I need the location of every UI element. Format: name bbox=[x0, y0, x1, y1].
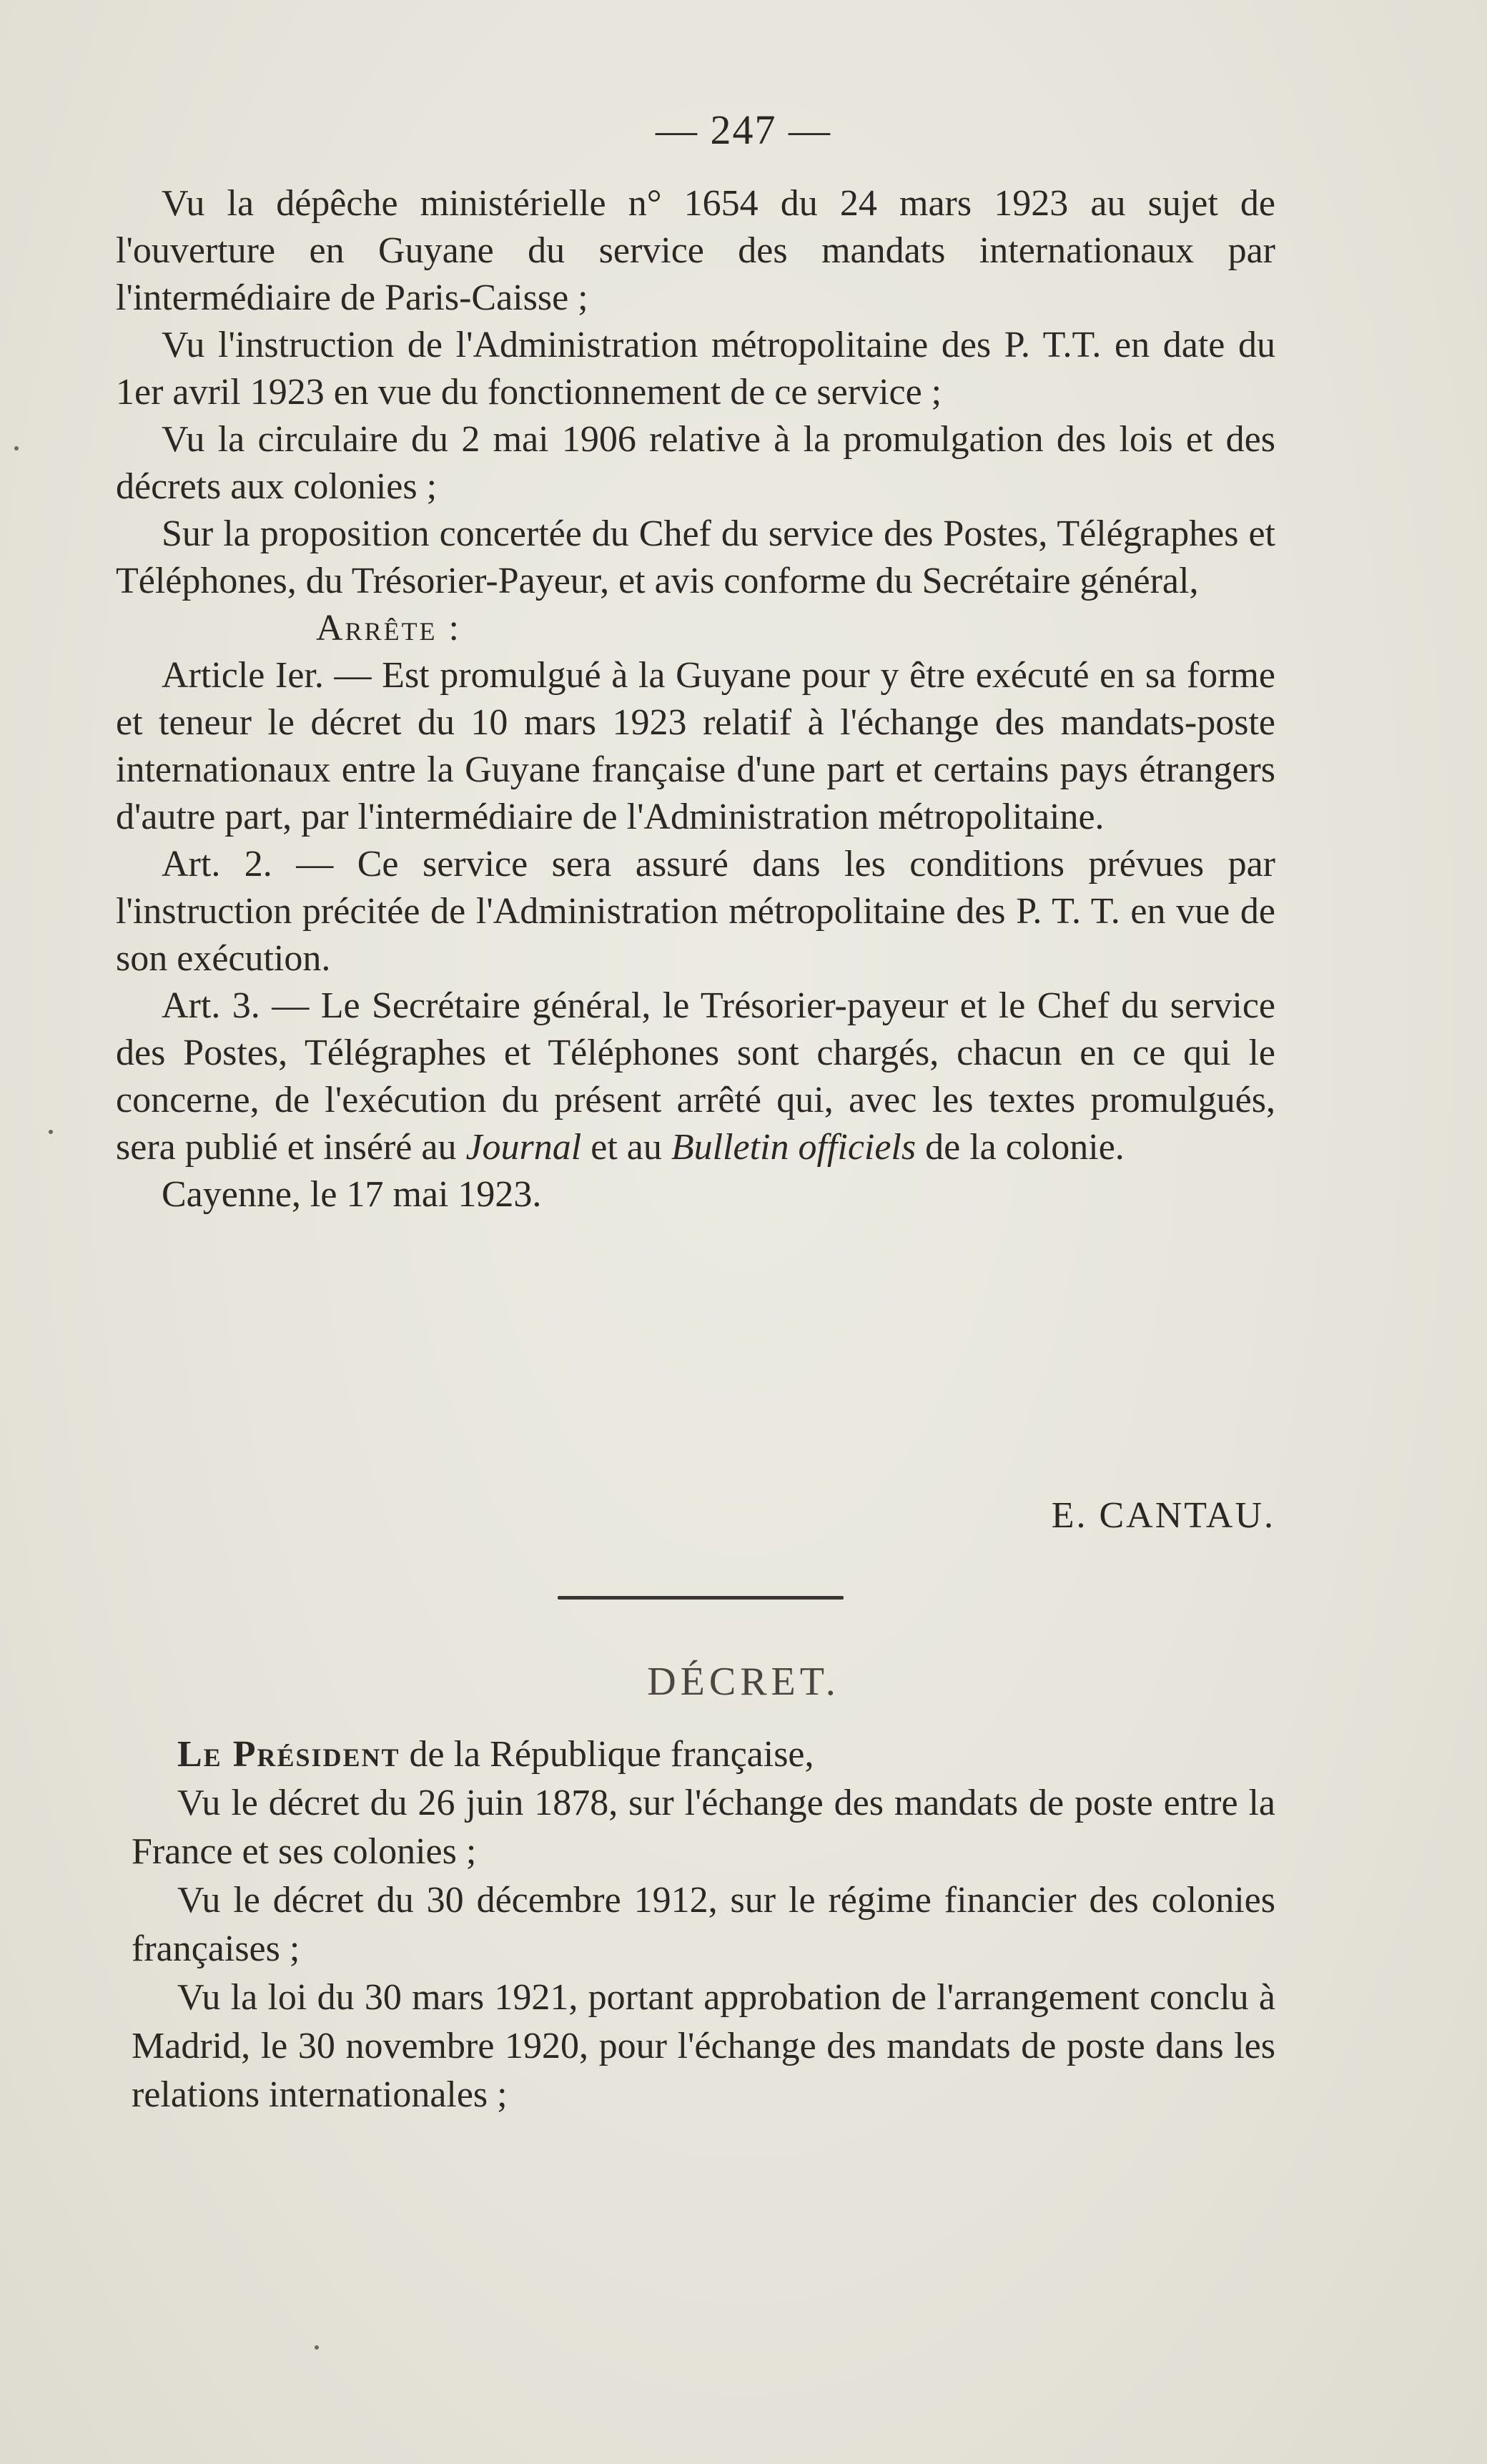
article-1 bbox=[116, 652, 1275, 841]
le-president-small-caps: Le Président bbox=[177, 1734, 400, 1775]
article-2-text: — Ce service sera assuré dans les conditions prévues par l'instruction précitée de l'Administration métropolitaine des P. T. T. en vue de son exécution. bbox=[116, 844, 1275, 979]
paragraph-vu-1912: Vu le décret du 30 décembre 1912, sur le régime financier des colonies françaises ; bbox=[132, 1880, 1275, 1969]
paragraph-sur-proposition: Sur la proposition concertée du Chef du service des Postes, Télégraphes et Téléphones, du Trésorier-Payeur, et avis conforme du Secrétaire général, bbox=[116, 513, 1275, 601]
article-1-text: — Est promulgué à la Guyane pour y être exécuté en sa forme et teneur le décret du 10 mars 1923 relatif à l'échange des mandats-poste internationaux entre la Guyane française d'une part et certains pays étrangers d'autre part, par l'intermédiaire de l'Administration métropolitaine. bbox=[116, 655, 1276, 837]
paragraph-vu-circulaire: Vu la circulaire du 2 mai 1906 relative à la promulgation des lois et des décrets aux colonies ; bbox=[116, 419, 1275, 507]
print-speck bbox=[14, 446, 19, 450]
article-3-text-b: et au bbox=[581, 1127, 671, 1168]
bulletin-title: Bulletin officiels bbox=[671, 1127, 917, 1168]
le-president-rest: de la République française, bbox=[400, 1734, 814, 1775]
paragraph-vu-1878: Vu le décret du 26 juin 1878, sur l'échange des mandats de poste entre la France et ses colonies ; bbox=[132, 1783, 1275, 1872]
article-2 bbox=[116, 841, 1275, 982]
decret-title: DÉCRET. bbox=[647, 1660, 840, 1704]
article-3 bbox=[116, 982, 1275, 1171]
article-1-label: Article Ier. bbox=[162, 655, 324, 696]
arrete-heading: Arrête : bbox=[316, 608, 461, 649]
paragraph-le-president bbox=[132, 1730, 1275, 1779]
paragraph-vu-loi-1921: Vu la loi du 30 mars 1921, portant approbation de l'arrangement conclu à Madrid, le 30 novembre 1920, pour l'échange des mandats de poste dans les relations internationales ; bbox=[132, 1977, 1275, 2115]
page-number: — 247 — bbox=[656, 107, 831, 153]
paragraph-vu-instruction: Vu l'instruction de l'Administration métropolitaine des P. T.T. en date du 1er avril 1923 en vue du fonctionnement de ce service ; bbox=[116, 325, 1275, 413]
paragraph-vu-depeche: Vu la dépêche ministérielle n° 1654 du 24 mars 1923 au sujet de l'ouverture en Guyane du service des mandats internationaux par l'intermédiaire de Paris-Caisse ; bbox=[116, 183, 1275, 318]
arrete-body bbox=[116, 180, 1275, 1218]
print-speck bbox=[315, 2345, 319, 2350]
article-3-label: Art. 3. bbox=[162, 985, 260, 1026]
article-3-text-a: — Le Secrétaire général, le Trésorier-payeur et le Chef du service des Postes, Télégraphes et Téléphones sont chargés, chacun en ce qui le concerne, de l'exécution du présent arrêté qui, avec les textes promulgués, sera publié et inséré au bbox=[116, 985, 1275, 1168]
article-3-text-c: de la colonie. bbox=[916, 1127, 1125, 1168]
decret-body bbox=[132, 1730, 1275, 2119]
print-speck bbox=[49, 1130, 53, 1134]
place-date: Cayenne, le 17 mai 1923. bbox=[162, 1174, 542, 1215]
signature: E. CANTAU. bbox=[1051, 1495, 1275, 1536]
article-2-label: Art. 2. bbox=[162, 844, 272, 884]
journal-title: Journal bbox=[465, 1127, 582, 1168]
section-divider bbox=[558, 1596, 844, 1600]
